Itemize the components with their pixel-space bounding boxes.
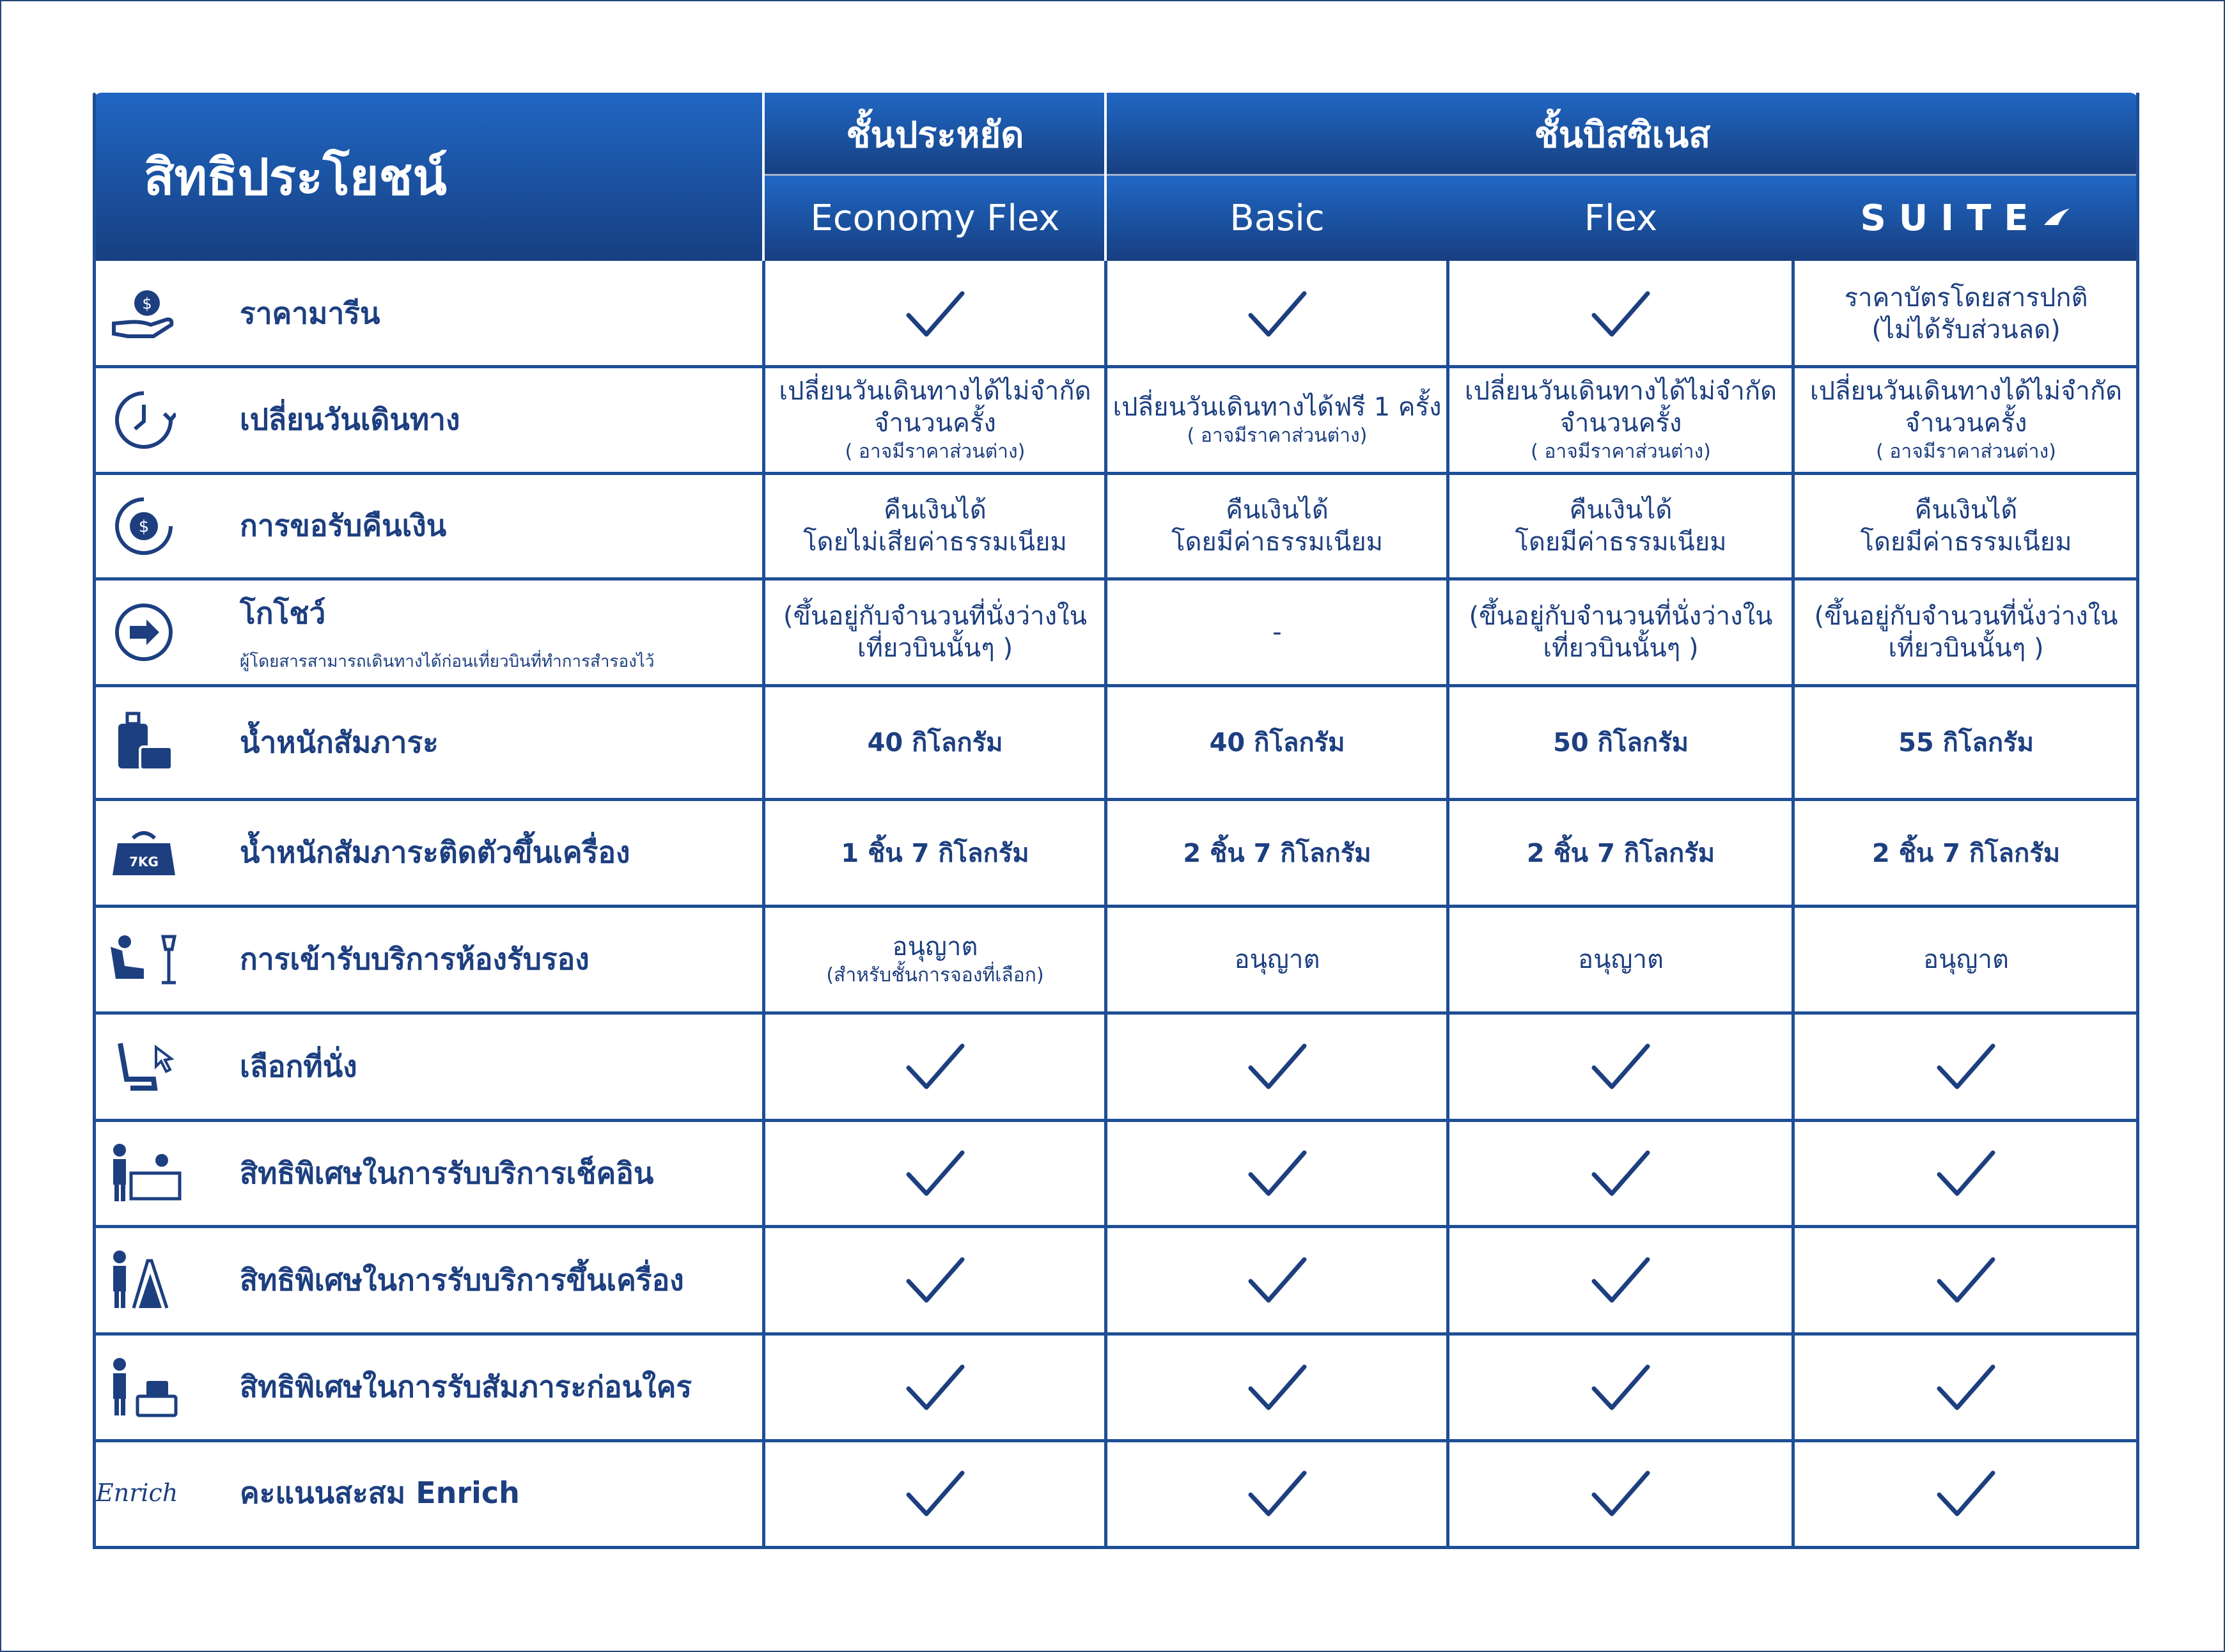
cell-value: 55 กิโลกรัม: [1898, 728, 2034, 758]
row-label-text: น้ำหนักสัมภาระติดตัวขึ้นเครื่อง: [240, 835, 630, 869]
cell-text: อนุญาต: [892, 931, 978, 962]
checkmark-icon: [1935, 1148, 1997, 1199]
checkmark-icon: [1590, 1254, 1651, 1305]
cell-text: -: [1272, 617, 1282, 647]
checkmark-icon: [1590, 1041, 1651, 1092]
table-cell: [1106, 1013, 1448, 1120]
checkmark-icon: [905, 1148, 966, 1199]
checkmark-icon: [1247, 1148, 1308, 1199]
row-label-text: น้ำหนักสัมภาระ: [240, 724, 439, 760]
table-cell: [764, 1334, 1106, 1440]
seat-select-icon: [93, 1028, 195, 1105]
checkmark-icon: [1935, 1254, 1997, 1305]
luggage-icon: [93, 704, 195, 781]
row-label-text: สิทธิพิเศษในการรับบริการขึ้นเครื่อง: [240, 1262, 684, 1297]
airline-logo-icon: [2042, 206, 2072, 231]
priority-baggage-icon: [93, 1349, 195, 1426]
table-cell: [1106, 1120, 1448, 1226]
svg-text:$: $: [138, 517, 150, 536]
cell-text: อนุญาต: [1578, 944, 1664, 974]
lounge-icon: [93, 921, 195, 998]
checkmark-icon: [905, 1041, 966, 1092]
table-cell: [1793, 685, 2139, 799]
table-cell: [1793, 473, 2139, 579]
row-label-4: [93, 579, 758, 685]
table-cell: [1448, 473, 1793, 579]
table-cell: [1793, 1334, 2139, 1440]
business-group-header: ชั้นบิสซิเนส: [1106, 93, 2139, 176]
column-basic: Basic: [1106, 176, 1448, 261]
cell-text: คืนเงินได้: [1914, 495, 2018, 525]
table-cell: [764, 473, 1106, 579]
cell-text-line2: (ไม่ได้รับส่วนลด): [1871, 315, 2061, 345]
cell-text-line2: เที่ยวบินนั้นๆ ): [1888, 633, 2044, 663]
row-label-11: [93, 1334, 758, 1440]
row-label-12: [93, 1440, 758, 1546]
table-cell: [1106, 1334, 1448, 1440]
cell-text: คืนเงินได้: [1226, 495, 1329, 525]
table-cell: [1448, 1120, 1793, 1226]
table-cell: [764, 1440, 1106, 1546]
cell-text-line2: จำนวนครั้ง: [1905, 408, 2027, 438]
column-flex: Flex: [1448, 176, 1793, 261]
row-label-2: [93, 366, 758, 473]
row-label-1: [93, 261, 758, 366]
page-title: สิทธิประโยชน์: [93, 93, 764, 261]
table-cell: [1793, 1440, 2139, 1546]
row-label-6: [93, 799, 758, 906]
cell-text-line2: โดยมีค่าธรรมเนียม: [1171, 527, 1384, 557]
table-cell: [1793, 366, 2139, 473]
table-cell: [1793, 799, 2139, 906]
table-cell: [1448, 1013, 1793, 1120]
cell-text-line2: โดยมีค่าธรรมเนียม: [1515, 527, 1727, 557]
table-cell: [764, 261, 1106, 366]
cell-text: (ขึ้นอยู่กับจำนวนที่นั่งว่างใน: [1469, 601, 1773, 631]
cell-text: อนุญาต: [1923, 944, 2009, 974]
row-label-10: [93, 1226, 758, 1334]
cell-text: (ขึ้นอยู่กับจำนวนที่นั่งว่างใน: [1814, 601, 2118, 631]
table-cell: [764, 1226, 1106, 1334]
row-label-text: เปลี่ยนวันเดินทาง: [240, 402, 460, 437]
boarding-icon: [93, 1242, 195, 1318]
table-cell: [1106, 473, 1448, 579]
checkmark-icon: [1247, 1468, 1308, 1519]
row-label-text: เลือกที่นั่ง: [240, 1048, 357, 1084]
cell-value: 2 ชิ้น 7 กิโลกรัม: [1526, 838, 1715, 868]
table-cell: [1793, 579, 2139, 685]
row-label-9: [93, 1120, 758, 1226]
checkmark-icon: [1590, 1148, 1651, 1199]
table-cell: [1106, 579, 1448, 685]
economy-group-header: ชั้นประหยัด: [764, 93, 1106, 176]
cell-value: 1 ชิ้น 7 กิโลกรัม: [841, 838, 1029, 868]
cell-text-line2: จำนวนครั้ง: [874, 408, 996, 438]
cell-text-line2: โดยไม่เสียค่าธรรมเนียม: [803, 527, 1067, 557]
refund-icon: [93, 488, 195, 565]
checkmark-icon: [1247, 288, 1308, 339]
table-cell: [1448, 366, 1793, 473]
svg-text:Enrich: Enrich: [96, 1478, 178, 1507]
svg-text:7KG: 7KG: [129, 853, 159, 869]
cell-value: 40 กิโลกรัม: [1209, 728, 1345, 758]
table-cell: [764, 685, 1106, 799]
checkmark-icon: [905, 1254, 966, 1305]
table-cell: [1448, 799, 1793, 906]
checkmark-icon: [1590, 288, 1651, 339]
table-cell: [1106, 685, 1448, 799]
row-label-subtext: ผู้โดยสารสามารถเดินทางได้ก่อนเที่ยวบินที่ทำการสำรองไว้: [240, 651, 655, 671]
cabin-bag-7kg-icon: [93, 814, 195, 891]
cell-text-line2: โดยมีค่าธรรมเนียม: [1860, 527, 2072, 557]
table-cell: [1106, 261, 1448, 366]
checkmark-icon: [905, 1362, 966, 1413]
table-cell: [764, 799, 1106, 906]
checkmark-icon: [1247, 1362, 1308, 1413]
cell-note: ( อาจมีราคาส่วนต่าง): [845, 440, 1026, 463]
hand-money-icon: [93, 276, 195, 352]
table-cell: [1793, 906, 2139, 1013]
go-show-icon: [93, 594, 195, 671]
row-label-8: [93, 1013, 758, 1120]
table-cell: [1106, 1226, 1448, 1334]
table-cell: [1448, 1334, 1793, 1440]
cell-value: 2 ชิ้น 7 กิโลกรัม: [1871, 838, 2061, 868]
table-cell: [1793, 261, 2139, 366]
cell-value: 2 ชิ้น 7 กิโลกรัม: [1183, 838, 1371, 868]
checkmark-icon: [1935, 1468, 1997, 1519]
table-cell: [1106, 906, 1448, 1013]
table-cell: [1448, 906, 1793, 1013]
checkmark-icon: [905, 288, 966, 339]
table-cell: [764, 906, 1106, 1013]
row-label-text: คะแนนสะสม Enrich: [240, 1476, 520, 1510]
table-cell: [1448, 685, 1793, 799]
row-label-5: [93, 685, 758, 799]
cell-note: (สำหรับชั้นการจองที่เลือก): [826, 963, 1044, 986]
column-suite: [1793, 176, 2139, 261]
row-label-text: โกโชว์: [240, 595, 326, 630]
cell-text: เปลี่ยนวันเดินทางได้ไม่จำกัด: [779, 376, 1091, 406]
cell-text: คืนเงินได้: [884, 495, 987, 525]
table-cell: [1793, 1013, 2139, 1120]
row-label-text: สิทธิพิเศษในการรับบริการเช็คอิน: [240, 1155, 654, 1190]
checkmark-icon: [1935, 1041, 1997, 1092]
checkmark-icon: [1590, 1468, 1651, 1519]
row-label-text: การเข้ารับบริการห้องรับรอง: [240, 942, 589, 976]
table-cell: [1448, 1226, 1793, 1334]
row-label-7: [93, 906, 758, 1013]
checkmark-icon: [1247, 1254, 1308, 1305]
cell-text-line2: เที่ยวบินนั้นๆ ): [1543, 633, 1699, 663]
table-cell: [1793, 1226, 2139, 1334]
cell-text: (ขึ้นอยู่กับจำนวนที่นั่งว่างใน: [783, 601, 1087, 631]
table-cell: [1106, 366, 1448, 473]
cell-text: คืนเงินได้: [1569, 495, 1673, 525]
table-cell: [764, 1013, 1106, 1120]
table-cell: [764, 579, 1106, 685]
checkmark-icon: [905, 1468, 966, 1519]
enrich-logo-icon: [93, 1455, 195, 1532]
table-cell: [764, 366, 1106, 473]
cell-text: เปลี่ยนวันเดินทางได้ฟรี 1 ครั้ง: [1112, 392, 1442, 422]
cell-value: 40 กิโลกรัม: [867, 728, 1003, 758]
row-label-text: สิทธิพิเศษในการรับสัมภาระก่อนใคร: [240, 1369, 692, 1404]
check-in-icon: [93, 1135, 195, 1212]
cell-note: ( อาจมีราคาส่วนต่าง): [1187, 424, 1368, 447]
svg-text:$: $: [142, 294, 152, 313]
cell-text: เปลี่ยนวันเดินทางได้ไม่จำกัด: [1809, 376, 2123, 406]
cell-value: 50 กิโลกรัม: [1553, 728, 1689, 758]
table-cell: [1106, 1440, 1448, 1546]
cell-note: ( อาจมีราคาส่วนต่าง): [1876, 440, 2056, 463]
checkmark-icon: [1935, 1362, 1997, 1413]
checkmark-icon: [1590, 1362, 1651, 1413]
suite-logo: SUITE: [1860, 198, 2042, 239]
table-cell: [1793, 1120, 2139, 1226]
table-cell: [1448, 579, 1793, 685]
cell-note: ( อาจมีราคาส่วนต่าง): [1531, 440, 1711, 463]
table-cell: [764, 1120, 1106, 1226]
table-cell: [1106, 799, 1448, 906]
table-cell: [1448, 261, 1793, 366]
row-label-text: การขอรับคืนเงิน: [240, 508, 447, 543]
cell-text: ราคาบัตรโดยสารปกติ: [1844, 283, 2088, 313]
checkmark-icon: [1247, 1041, 1308, 1092]
column-economy-flex: Economy Flex: [764, 176, 1106, 261]
row-label-text: ราคามารีน: [240, 296, 380, 331]
cell-text: อนุญาต: [1234, 944, 1320, 974]
clock-icon: [93, 382, 195, 458]
row-label-3: [93, 473, 758, 579]
cell-text-line2: เที่ยวบินนั้นๆ ): [857, 633, 1013, 663]
table-cell: [1448, 1440, 1793, 1546]
cell-text: เปลี่ยนวันเดินทางได้ไม่จำกัด: [1464, 376, 1777, 406]
cell-text-line2: จำนวนครั้ง: [1559, 408, 1682, 438]
